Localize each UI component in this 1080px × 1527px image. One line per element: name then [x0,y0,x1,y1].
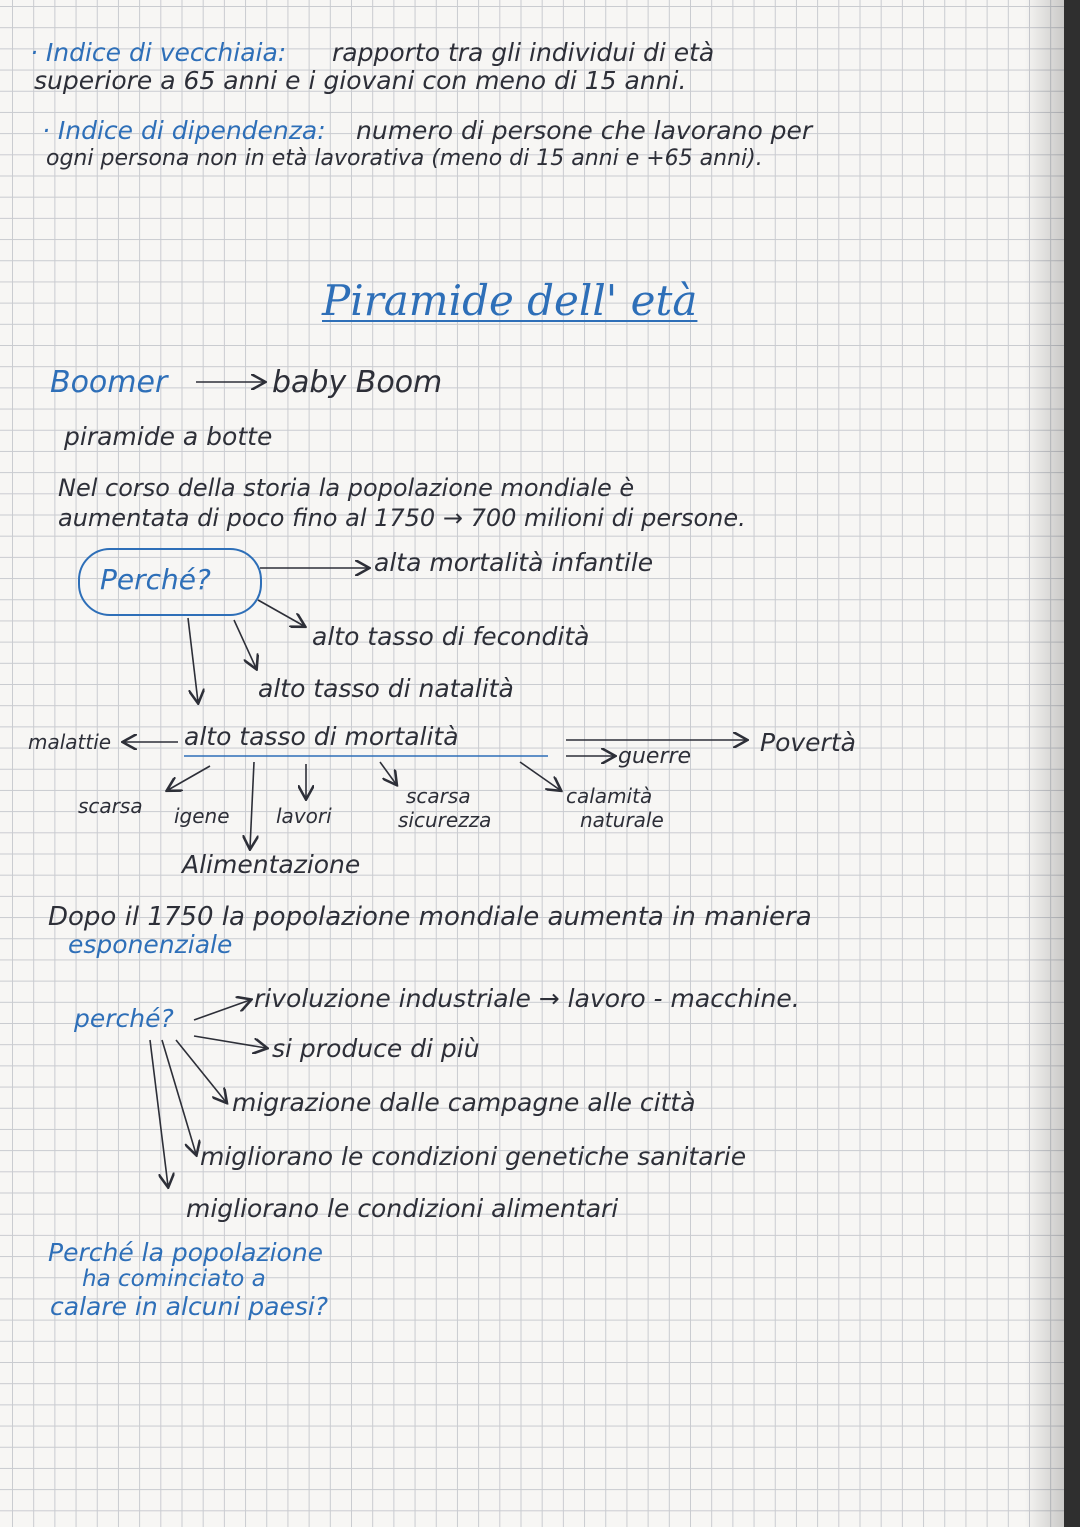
calamita-1: calamità [566,784,653,808]
indice-vecchiaia-def-cont: superiore a 65 anni e i giovani con meno di 15 anni. [34,66,687,95]
domanda-line-1: Perché la popolazione [48,1238,324,1267]
migrazione: migrazione dalle campagne alle città [232,1088,696,1117]
condizioni-alimentari: migliorano le condizioni alimentari [186,1194,619,1223]
malattie-label: malattie [28,730,112,754]
indice-dipendenza-label: · Indice di dipendenza: [42,116,326,145]
dopo-1750-line-1: Dopo il 1750 la popolazione mondiale aumenta in maniera [48,902,812,932]
alto-tasso-natalita: alto tasso di natalità [258,674,514,703]
domanda-line-2: ha cominciato a [82,1266,266,1292]
igene-label: igene [174,804,230,828]
scarsa-sicurezza-1: scarsa [406,784,471,808]
indice-vecchiaia-def: rapporto tra gli individui di età [332,38,715,67]
scarsa-label: scarsa [78,794,143,818]
alimentazione-label: Alimentazione [182,850,361,879]
rivoluzione-industriale: rivoluzione industriale → lavoro - macchine. [254,984,800,1013]
storia-line-2: aumentata di poco fino al 1750 → 700 milioni di persone. [58,504,746,532]
si-produce: si produce di più [272,1034,480,1063]
page-title: Piramide dell' età [322,276,698,325]
baby-boom-label: baby Boom [272,365,443,400]
condizioni-genetiche: migliorano le condizioni genetiche sanitarie [200,1142,747,1171]
calamita-2: naturale [580,808,664,832]
perche-label-2: perché? [74,1004,174,1033]
indice-dipendenza-def-cont: ogni persona non in età lavorativa (meno di 15 anni e +65 anni). [46,146,763,171]
domanda-line-3: calare in alcuni paesi? [50,1292,329,1321]
storia-line-1: Nel corso della storia la popolazione mondiale è [58,474,635,502]
alto-tasso-mortalita: alto tasso di mortalità [184,722,459,751]
page-edge-shadow [1024,0,1064,1527]
piramide-botte: piramide a botte [64,422,273,451]
perche-label-1: Perché? [100,563,211,596]
indice-vecchiaia-label: · Indice di vecchiaia: [30,38,287,67]
lavori-label: lavori [276,804,332,828]
indice-dipendenza-def: numero di persone che lavorano per [356,116,813,145]
scarsa-sicurezza-2: sicurezza [398,808,492,832]
dopo-1750-line-2: esponenziale [68,930,233,959]
alta-mortalita-infantile: alta mortalità infantile [374,548,654,577]
poverta-label: Povertà [760,728,856,757]
alto-tasso-fecondita: alto tasso di fecondità [312,622,590,651]
boomer-label: Boomer [50,365,168,400]
guerre-label: guerre [618,744,692,769]
